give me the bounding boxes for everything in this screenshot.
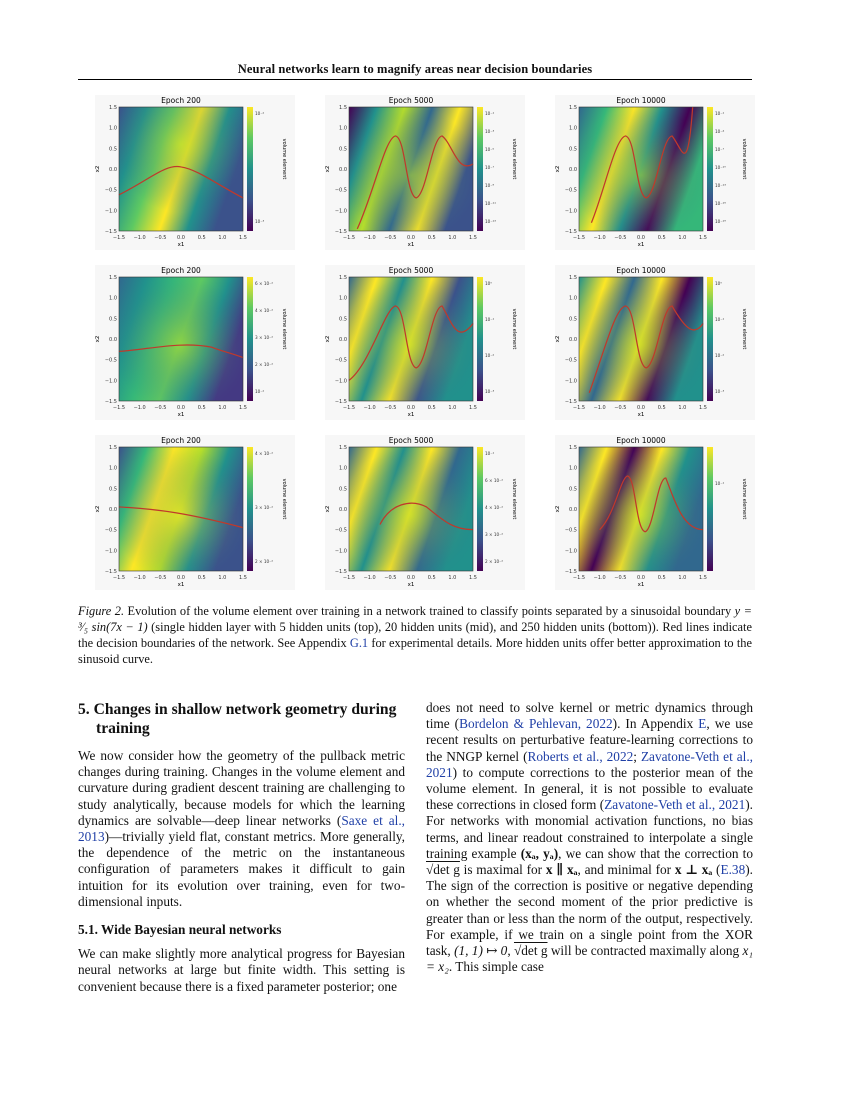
citation-link[interactable]: Zavatone-Veth et al., 2021	[604, 797, 746, 813]
figure-panel	[555, 435, 755, 590]
x-tick-label: −1.0	[363, 235, 376, 241]
colorbar-tick-label: 10⁻²	[485, 353, 495, 358]
panel-title: Epoch 10000	[616, 436, 666, 445]
x-axis-label: x1	[177, 242, 185, 248]
y-tick-label: 1.5	[569, 275, 577, 281]
x-tick-label: −1.5	[112, 575, 126, 581]
y-tick-label: 1.0	[569, 295, 577, 302]
x-tick-label: 0.5	[657, 235, 666, 241]
math-inline: (xₐ, yₐ)	[520, 845, 559, 861]
y-tick-label: −1.0	[334, 208, 347, 215]
header-rule	[78, 79, 752, 80]
x-tick-label: 1.5	[469, 405, 477, 411]
colorbar-tick-label: 10⁻¹⁶	[715, 201, 726, 206]
colorbar-tick-label: 10⁻²	[255, 111, 265, 116]
y-axis-label: x2	[555, 165, 561, 173]
x-tick-label: 1.0	[448, 575, 457, 581]
x-tick-label: 0.0	[407, 235, 415, 241]
colorbar-tick-label: 10⁻²	[255, 389, 265, 394]
y-tick-label: 1.0	[569, 125, 577, 132]
colorbar-tick-label: 10⁻¹³	[485, 219, 496, 224]
y-tick-label: 1.5	[339, 275, 347, 281]
x-tick-label: 0.5	[197, 235, 206, 241]
y-tick-label: 1.5	[339, 105, 347, 111]
x-tick-label: −1.5	[112, 235, 126, 241]
colorbar-tick-label: 10⁰	[485, 281, 493, 286]
colorbar-tick-label: 2 × 10⁻²	[255, 362, 274, 367]
colorbar	[247, 447, 253, 571]
y-tick-label: 1.0	[109, 465, 117, 472]
x-tick-label: −1.0	[593, 575, 606, 581]
x-axis-label: x1	[637, 412, 645, 418]
x-tick-label: −1.0	[133, 235, 146, 241]
y-tick-label: 0.0	[109, 337, 117, 343]
colorbar	[247, 277, 253, 401]
x-axis-label: x1	[177, 412, 185, 418]
math-inline: (1, 1) ↦ 0	[454, 943, 508, 959]
y-tick-label: 1.5	[109, 105, 117, 111]
caption-text-b: (single hidden layer with 5 hidden units (top), 20 hidden units (mid), and 250 hidden units (bottom)). Red lines indicate the decision boundaries of the network. See Appendix	[78, 620, 752, 650]
x-tick-label: 0.5	[427, 235, 436, 241]
subsection-title: 5.1. Wide Bayesian neural networks	[78, 922, 282, 938]
section-title: 5. Changes in shallow network geometry during training	[78, 701, 397, 737]
colorbar-tick-label: 2 × 10⁻²	[485, 559, 504, 564]
x-tick-label: 1.5	[469, 235, 477, 241]
x-tick-label: 1.5	[699, 235, 707, 241]
y-axis-label: x2	[555, 335, 561, 343]
colorbar-label: volume element	[281, 138, 287, 180]
x-tick-label: 0.5	[197, 405, 206, 411]
y-tick-label: 0.0	[339, 337, 347, 343]
paragraph-1: We now consider how the geometry of the pullback metric changes during training. Changes in the volume element and curvature during gradient descent training are challenging to study analytically, because models for which the learning dynamics are solvable—deep linear networks (Saxe et al., 2013)—trivially yield flat, constant metrics. More generally, the dependence of the metric on the instantaneous configuration of parameters makes it difficult to gain intuition for its evolution over training, even for two-dimensional inputs.	[78, 748, 406, 909]
y-tick-label: −0.5	[104, 357, 117, 364]
colorbar-tick-label: 4 × 10⁻²	[255, 451, 274, 456]
math-inline: √det g	[426, 862, 460, 878]
colorbar-tick-label: 4 × 10⁻²	[485, 505, 504, 510]
panel-title: Epoch 5000	[388, 266, 434, 275]
y-tick-label: −0.5	[334, 357, 347, 364]
x-tick-label: 0.5	[657, 575, 666, 581]
appendix-link[interactable]: E	[698, 716, 707, 732]
colorbar-label: volume element	[511, 308, 517, 350]
y-tick-label: 1.5	[569, 445, 577, 451]
y-tick-label: 0.5	[339, 486, 347, 493]
y-tick-label: −1.0	[334, 548, 347, 555]
figure-panel	[555, 265, 755, 420]
y-tick-label: 0.5	[569, 146, 577, 153]
colorbar-label: volume element	[281, 308, 287, 350]
math-inline: x ∥ xₐ	[545, 862, 578, 878]
colorbar	[247, 107, 253, 231]
y-tick-label: −0.5	[334, 527, 347, 534]
y-tick-label: −1.5	[334, 399, 347, 405]
math-inline: √det g	[513, 943, 548, 959]
y-tick-label: 1.5	[109, 275, 117, 281]
x-tick-label: −0.5	[614, 235, 627, 241]
x-tick-label: 0.5	[197, 575, 206, 581]
y-tick-label: −1.5	[564, 569, 577, 575]
colorbar-label: volume element	[741, 308, 747, 350]
x-tick-label: −0.5	[614, 575, 627, 581]
x-tick-label: −1.0	[133, 575, 146, 581]
y-tick-label: −1.0	[334, 378, 347, 385]
colorbar-tick-label: 10⁻¹³	[715, 183, 726, 188]
colorbar	[707, 277, 713, 401]
y-tick-label: −1.0	[564, 548, 577, 555]
y-tick-label: 1.0	[339, 465, 347, 472]
running-title: Neural networks learn to magnify areas near decision boundaries	[237, 62, 593, 76]
x-tick-label: 0.0	[177, 575, 185, 581]
x-tick-label: −1.5	[112, 405, 126, 411]
citation-link[interactable]: Saxe et al., 2013	[78, 812, 406, 845]
x-tick-label: −1.0	[593, 405, 606, 411]
colorbar-tick-label: 10⁻⁷	[715, 147, 725, 152]
colorbar-tick-label: 3 × 10⁻²	[255, 505, 274, 510]
x-axis-label: x1	[177, 582, 185, 588]
colorbar	[707, 107, 713, 231]
x-tick-label: −1.5	[572, 575, 586, 581]
x-axis-label: x1	[407, 412, 415, 418]
x-tick-label: −1.5	[572, 405, 586, 411]
x-tick-label: −1.0	[133, 405, 146, 411]
figure-panel	[95, 95, 295, 250]
y-tick-label: −0.5	[564, 357, 577, 364]
colorbar-tick-label: 6 × 10⁻²	[485, 478, 504, 483]
x-tick-label: 1.0	[678, 405, 687, 411]
x-tick-label: −1.5	[342, 405, 356, 411]
y-tick-label: 0.0	[109, 507, 117, 513]
x-tick-label: 1.0	[448, 405, 457, 411]
y-tick-label: 0.5	[109, 316, 117, 323]
y-tick-label: −0.5	[104, 187, 117, 194]
x-tick-label: 0.0	[177, 405, 185, 411]
caption-text-a: Evolution of the volume element over training in a network trained to classify points separated by a sinusoidal boundary	[124, 604, 735, 618]
x-tick-label: −1.0	[363, 575, 376, 581]
x-axis-label: x1	[407, 242, 415, 248]
y-tick-label: 1.0	[109, 295, 117, 302]
panel-title: Epoch 10000	[616, 266, 666, 275]
equation-link[interactable]: E.38	[720, 862, 746, 878]
left-column	[78, 700, 405, 1005]
y-tick-label: −1.5	[564, 399, 577, 405]
y-tick-label: −1.0	[104, 208, 117, 215]
x-tick-label: 1.0	[218, 235, 227, 241]
figure-panel	[555, 95, 755, 250]
x-tick-label: −0.5	[384, 405, 397, 411]
colorbar-label: volume element	[281, 478, 287, 520]
y-axis-label: x2	[325, 505, 331, 513]
x-tick-label: −0.5	[154, 575, 167, 581]
x-tick-label: 1.5	[239, 235, 247, 241]
panel-title: Epoch 200	[161, 96, 201, 105]
colorbar-label: volume element	[741, 478, 747, 520]
x-tick-label: 0.0	[407, 575, 415, 581]
colorbar-tick-label: 6 × 10⁻²	[255, 281, 274, 286]
y-tick-label: 1.5	[339, 445, 347, 451]
x-tick-label: −0.5	[154, 405, 167, 411]
y-tick-label: 0.5	[569, 316, 577, 323]
y-tick-label: −1.5	[334, 569, 347, 575]
colorbar-tick-label: 2 × 10⁻²	[255, 559, 274, 564]
figure-panel	[325, 435, 525, 590]
x-tick-label: 0.5	[657, 405, 666, 411]
y-tick-label: 0.0	[569, 507, 577, 513]
y-tick-label: −0.5	[564, 187, 577, 194]
colorbar-tick-label: 10⁻¹⁰	[715, 165, 726, 170]
math-inline: x₁ = x₂	[426, 943, 753, 975]
colorbar-tick-label: 4 × 10⁻²	[255, 308, 274, 313]
y-tick-label: −1.0	[104, 378, 117, 385]
x-tick-label: 1.5	[239, 575, 247, 581]
y-tick-label: −0.5	[334, 187, 347, 194]
x-tick-label: 1.0	[218, 405, 227, 411]
y-tick-label: −1.5	[104, 399, 117, 405]
y-tick-label: 1.5	[569, 105, 577, 111]
y-tick-label: 0.0	[569, 167, 577, 173]
colorbar-tick-label: 10⁻¹	[485, 317, 495, 322]
y-tick-label: −0.5	[104, 527, 117, 534]
x-tick-label: 1.0	[448, 235, 457, 241]
colorbar-tick-label: 10⁻⁹	[485, 183, 495, 188]
panel-title: Epoch 5000	[388, 436, 434, 445]
caption-text-c: for experimental details. More hidden units offer better approximation to the sinusoid curve.	[78, 636, 752, 666]
y-tick-label: −1.5	[104, 229, 117, 235]
colorbar-tick-label: 3 × 10⁻²	[485, 532, 504, 537]
y-tick-label: 1.0	[339, 125, 347, 132]
caption-formula: y = ³⁄₅ sin(7x − 1)	[78, 604, 752, 634]
colorbar-label: volume element	[511, 478, 517, 520]
colorbar	[477, 277, 483, 401]
x-tick-label: −0.5	[384, 235, 397, 241]
appendix-link[interactable]: G.1	[349, 636, 369, 650]
x-tick-label: 1.0	[218, 575, 227, 581]
y-tick-label: 0.5	[109, 486, 117, 493]
colorbar-tick-label: 10⁻¹⁹	[715, 219, 726, 224]
y-tick-label: −1.0	[104, 548, 117, 555]
y-tick-label: −1.5	[564, 229, 577, 235]
panel-title: Epoch 200	[161, 266, 201, 275]
x-tick-label: 0.0	[407, 405, 415, 411]
colorbar-tick-label: 10⁻³	[485, 389, 495, 394]
math-inline: x ⊥ xₐ	[674, 862, 713, 878]
y-tick-label: −1.0	[564, 208, 577, 215]
y-tick-label: −0.5	[564, 527, 577, 534]
y-tick-label: 1.0	[109, 125, 117, 132]
colorbar-tick-label: 10⁻³	[255, 219, 265, 224]
x-tick-label: 1.5	[699, 405, 707, 411]
paragraph-2: We can make slightly more analytical progress for Bayesian neural networks at large but finite width. This setting is convenient because there is a fixed parameter posterior; one	[78, 946, 405, 994]
y-tick-label: 1.5	[109, 445, 117, 451]
x-axis-label: x1	[637, 582, 645, 588]
x-tick-label: 0.0	[637, 575, 645, 581]
x-tick-label: 0.0	[637, 235, 645, 241]
y-axis-label: x2	[95, 165, 101, 173]
panel-title: Epoch 5000	[388, 96, 434, 105]
colorbar-tick-label: 10⁻⁴	[715, 129, 725, 134]
figure-caption	[78, 603, 752, 667]
citation-link[interactable]: Roberts et al., 2022	[527, 748, 634, 764]
x-axis-label: x1	[407, 582, 415, 588]
y-axis-label: x2	[95, 335, 101, 343]
x-tick-label: 1.5	[699, 575, 707, 581]
x-tick-label: 0.0	[637, 405, 645, 411]
y-axis-label: x2	[325, 165, 331, 173]
figure-panel	[325, 265, 525, 420]
colorbar-label: volume element	[511, 138, 517, 180]
citation-link[interactable]: Zavatone-Veth et al., 2021	[426, 748, 753, 780]
x-tick-label: 0.5	[427, 405, 436, 411]
y-tick-label: 0.0	[339, 507, 347, 513]
colorbar-tick-label: 3 × 10⁻²	[255, 335, 274, 340]
x-tick-label: −1.0	[363, 405, 376, 411]
right-column	[426, 700, 753, 985]
y-tick-label: 1.0	[339, 295, 347, 302]
y-tick-label: 0.5	[109, 146, 117, 153]
x-tick-label: −0.5	[384, 575, 397, 581]
x-tick-label: 0.0	[177, 235, 185, 241]
y-axis-label: x2	[555, 505, 561, 513]
colorbar	[477, 447, 483, 571]
x-tick-label: 1.0	[678, 235, 687, 241]
y-axis-label: x2	[325, 335, 331, 343]
panel-title: Epoch 10000	[616, 96, 666, 105]
y-tick-label: 0.5	[339, 146, 347, 153]
paragraph-3: does not need to solve kernel or metric dynamics through time (Bordelon & Pehlevan, 2022). In Appendix E, we use recent results on perturbative feature-learning corrections to the NNGP kernel (Roberts et al., 2022; Zavatone-Veth et al., 2021) to compute corrections to the posterior mean of the volume element. In general, it is not possible to evaluate these corrections in closed form (Zavatone-Veth et al., 2021). For networks with monomial activation functions, no bias terms, and linear readout constrained to interpolate a single training example (xₐ, yₐ), we can show that the correction to √det g is maximal for x ∥ xₐ, and minimal for x ⊥ xₐ (E.38). The sign of the correction is positive or negative depending on whether the second moment of the prior predictive is greater than or less than the norm of the output, respectively. For example, if we train on a single point from the XOR task, (1, 1) ↦ 0, √det g will be contracted maximally along x₁ = x₂. This simple case	[426, 700, 754, 975]
y-tick-label: 1.0	[569, 465, 577, 472]
y-tick-label: 0.0	[339, 167, 347, 173]
x-tick-label: −0.5	[614, 405, 627, 411]
colorbar-tick-label: 10⁻²	[715, 353, 725, 358]
figure-panel	[95, 265, 295, 420]
x-tick-label: −0.5	[154, 235, 167, 241]
y-tick-label: 0.0	[569, 337, 577, 343]
colorbar-tick-label: 10⁻¹	[715, 317, 725, 322]
x-tick-label: −1.5	[342, 235, 356, 241]
x-tick-label: 1.0	[678, 575, 687, 581]
x-tick-label: 1.5	[239, 405, 247, 411]
x-tick-label: −1.0	[593, 235, 606, 241]
colorbar-tick-label: 10⁻¹¹	[485, 201, 496, 206]
citation-link[interactable]: Bordelon & Pehlevan, 2022	[459, 716, 613, 732]
figure-panel	[325, 95, 525, 250]
x-tick-label: 0.5	[427, 575, 436, 581]
x-tick-label: −1.5	[342, 575, 356, 581]
colorbar-tick-label: 10⁻⁷	[485, 165, 495, 170]
x-axis-label: x1	[637, 242, 645, 248]
colorbar-tick-label: 10⁻³	[485, 129, 495, 134]
y-axis-label: x2	[95, 505, 101, 513]
colorbar-tick-label: 10⁻³	[715, 389, 725, 394]
panel-title: Epoch 200	[161, 436, 201, 445]
x-tick-label: 1.5	[469, 575, 477, 581]
y-tick-label: 0.5	[339, 316, 347, 323]
figure-panel	[95, 435, 295, 590]
colorbar-tick-label: 10⁻⁵	[485, 147, 495, 152]
x-tick-label: −1.5	[572, 235, 586, 241]
colorbar-tick-label: 10⁻¹	[715, 481, 725, 486]
y-tick-label: −1.5	[104, 569, 117, 575]
colorbar-label: volume element	[741, 138, 747, 180]
colorbar-tick-label: 10⁻¹	[485, 451, 495, 456]
colorbar	[477, 107, 483, 231]
y-tick-label: 0.0	[109, 167, 117, 173]
caption-label: Figure 2.	[78, 604, 125, 618]
colorbar	[707, 447, 713, 571]
y-tick-label: −1.5	[334, 229, 347, 235]
y-tick-label: −1.0	[564, 378, 577, 385]
y-tick-label: 0.5	[569, 486, 577, 493]
colorbar-tick-label: 10⁰	[715, 281, 723, 286]
colorbar-tick-label: 10⁻¹	[485, 111, 495, 116]
colorbar-tick-label: 10⁻¹	[715, 111, 725, 116]
